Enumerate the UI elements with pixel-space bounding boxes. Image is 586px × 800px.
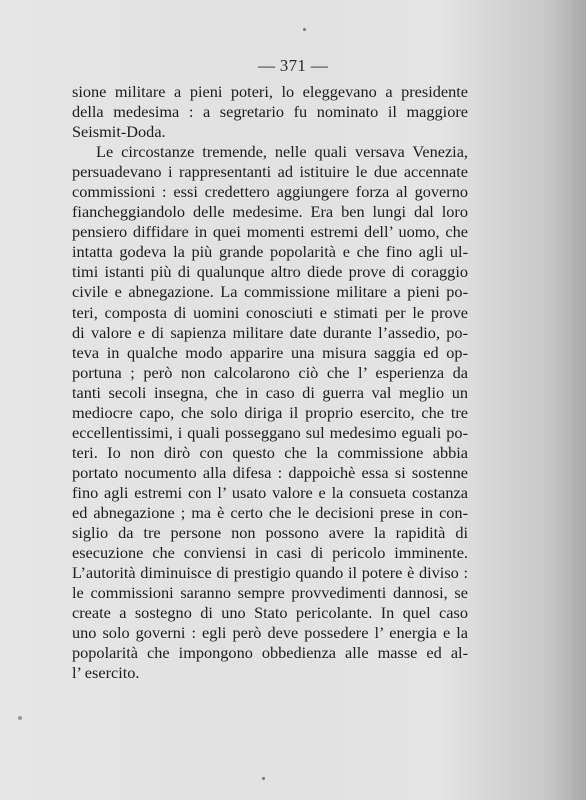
- text-line: portato nocumento alla difesa : dappoichè essa si sostenne: [72, 462, 468, 482]
- text-line: teva in qualche modo apparire una misura saggia ed op-: [72, 342, 468, 362]
- ink-speck: [18, 716, 22, 720]
- text-line: popolarità che impongono obbedienza alle masse ed al-: [72, 643, 468, 663]
- text-line: siglio da tre persone non possono avere la rapidità di: [72, 523, 468, 543]
- page-number: — 371 —: [257, 56, 329, 75]
- text-line: teri. Io non dirò con questo che la commissione abbia: [72, 442, 468, 462]
- text-line: eccellentissimi, i quali posseggano sul medesimo eguali po-: [72, 422, 468, 442]
- text-line: fino agli estremi con l’ usato valore e la consueta costanza: [72, 482, 468, 502]
- ink-speck: [303, 28, 306, 31]
- text-line: portuna ; però non calcolarono ciò che l’ esperienza da: [72, 362, 468, 382]
- text-line: teri, composta di uomini conosciuti e stimati per le prove: [72, 302, 468, 322]
- text-line: ed abnegazione ; ma è certo che le decisioni prese in con-: [72, 502, 468, 522]
- text-line: uno solo governi : egli però deve possedere l’ energia e la: [72, 623, 468, 643]
- text-line: civile e abnegazione. La commissione militare a pieni po-: [72, 282, 468, 302]
- text-line: Seismit-Doda.: [72, 122, 166, 142]
- text-line: persuadevano i rappresentanti ad istituire le due accennate: [72, 162, 468, 182]
- text-line: commissioni : essi credettero aggiungere forza al governo: [72, 182, 468, 202]
- text-line: Le circostanze tremende, nelle quali versava Venezia,: [96, 142, 468, 162]
- text-line: di valore e di sapienza militare date durante l’assedio, po-: [72, 322, 468, 342]
- text-line: le commissioni saranno sempre provvedimenti dannosi, se: [72, 583, 468, 603]
- text-line: l’ esercito.: [72, 663, 140, 683]
- text-line: della medesima : a segretario fu nominato il maggiore: [72, 102, 468, 122]
- text-line: tanti secoli insegna, che in caso di guerra val meglio un: [72, 382, 468, 402]
- text-line: pensiero diffidare in quei momenti estremi dell’ uomo, che: [72, 222, 468, 242]
- ink-speck: [262, 777, 265, 780]
- text-line: intatta godeva la più grande popolarità e che fino agli ul-: [72, 242, 468, 262]
- text-line: fiancheggiandolo delle medesime. Era ben lungi dal loro: [72, 202, 468, 222]
- text-line: mediocre capo, che solo diriga il proprio esercito, che tre: [72, 402, 468, 422]
- text-line: L’autorità diminuisce di prestigio quando il potere è diviso :: [72, 563, 468, 583]
- text-line: esecuzione che conviensi in casi di pericolo imminente.: [72, 543, 468, 563]
- text-line: create a sostegno di uno Stato pericolante. In quel caso: [72, 603, 468, 623]
- text-line: sione militare a pieni poteri, lo eleggevano a presidente: [72, 82, 468, 101]
- body-text: [72, 82, 468, 683]
- text-line: timi istanti più di qualunque altro diede prove di coraggio: [72, 262, 468, 282]
